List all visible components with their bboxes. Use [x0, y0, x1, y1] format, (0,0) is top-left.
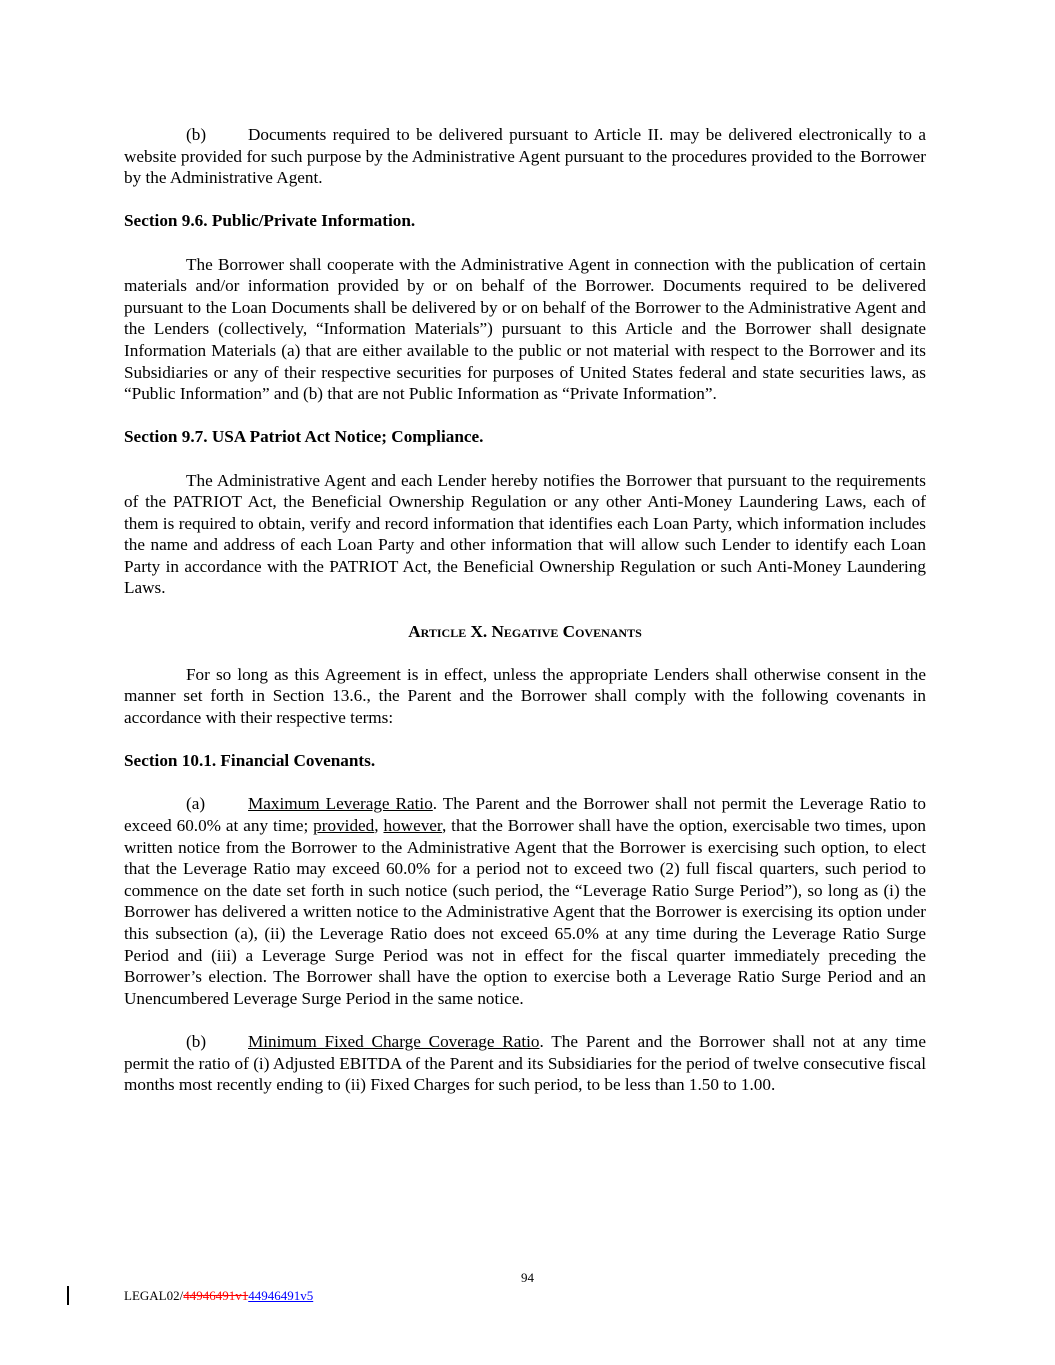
section-9-5-b-paragraph: [124, 124, 926, 189]
section-10-1-a-label: (a): [186, 794, 206, 814]
change-bar: [67, 1286, 69, 1305]
section-10-1-b-label: (b): [186, 1031, 207, 1051]
deleted-document-id: 44946491v1: [183, 1288, 249, 1303]
section-9-7-heading: Section 9.7. USA Patriot Act Notice; Compliance.: [124, 427, 484, 447]
inserted-document-id: 44946491v5: [248, 1288, 314, 1303]
provided-comma: ,: [374, 816, 384, 835]
section-9-5-b-text: Documents required to be delivered pursuant to Article II. may be delivered electronically to a website provided for such purpose by the Administrative Agent pursuant to the procedures provided to the Borrower by the Administrative Agent.: [124, 125, 926, 188]
document-id-prefix: LEGAL02/: [124, 1288, 184, 1303]
section-10-1-a-text-2: , that the Borrower shall have the option, exercisable two times, upon written notice from the Borrower to the Administrative Agent that the Borrower is exercising such option, to elect that the Leverage Ratio may exceed 60.0% for a period not to exceed two (2) full fiscal quarters, such period to commence on the date set forth in such notice (such period, the “Leverage Ratio Surge Period”), so long as (i) the Borrower has delivered a written notice to the Administrative Agent that the Borrower is exercising its option under this subsection (a), (ii) the Leverage Ratio does not exceed 65.0% at any time during the Leverage Ratio Surge Period and (iii) a Leverage Surge Period was not in effect for the fiscal quarter immediately preceding the Borrower’s election. The Borrower shall have the option to exercise both a Leverage Ratio Surge Period and an Unencumbered Leverage Surge Period in the same notice.: [124, 816, 926, 1008]
document-id-footer: [124, 1288, 313, 1304]
minimum-fixed-charge-coverage-ratio-title: Minimum Fixed Charge Coverage Ratio: [248, 1031, 540, 1051]
section-9-6-paragraph: The Borrower shall cooperate with the Administrative Agent in connection with the publication of certain materials and/or information provided by or on behalf of the Borrower. Documents required to be delivered pursuant to the Loan Documents shall be delivered by or on behalf of the Borrower to the Administrative Agent and the Lenders (collectively, “Information Materials”) pursuant to this Article and the Borrower shall designate Information Materials (a) that are either available to the public or not material with respect to the Borrower and its Subsidiaries or any of their respective securities for purposes of United States federal and state securities laws, as “Public Information” and (b) that are not Public Information as “Private Information”.: [124, 254, 926, 404]
section-9-5-b-label: (b): [186, 125, 207, 144]
however-term: however: [383, 816, 442, 835]
section-10-1-b-text: . The Parent and the Borrower shall not at any time permit the ratio of (i) Adjusted EBITDA of the Parent and its Subsidiaries for the period of twelve consecutive fiscal months most recently ending to (ii) Fixed Charges for such period, to be less than 1.50 to 1.00.: [124, 1031, 926, 1095]
section-9-6-heading: Section 9.6. Public/Private Information.: [124, 211, 416, 231]
section-10-1-heading: Section 10.1. Financial Covenants.: [124, 751, 376, 771]
section-10-1-a-paragraph: [124, 793, 926, 1009]
section-10-1-b-paragraph: [124, 1031, 926, 1096]
page-number: 94: [521, 1270, 534, 1285]
section-10-1-a-text-1: . The Parent and the Borrower shall not permit the Leverage Ratio to exceed 60.0% at any time;: [124, 794, 926, 835]
document-page: [124, 124, 926, 1117]
section-9-7-paragraph: The Administrative Agent and each Lender hereby notifies the Borrower that pursuant to the requirements of the PATRIOT Act, the Beneficial Ownership Regulation or any other Anti-Money Laundering Laws, each of them is required to obtain, verify and record information that identifies each Loan Party, which information includes the name and address of each Loan Party and other information that will allow such Lender to identify each Loan Party in accordance with the PATRIOT Act, the Beneficial Ownership Regulation or such Anti-Money Laundering Laws.: [124, 470, 926, 598]
article-10-intro-paragraph: For so long as this Agreement is in effect, unless the appropriate Lenders shall otherwise consent in the manner set forth in Section 13.6., the Parent and the Borrower shall comply with the following covenants in accordance with their respective terms:: [124, 664, 926, 728]
article-10-heading: Article X. Negative Covenants: [408, 621, 642, 641]
maximum-leverage-ratio-title: Maximum Leverage Ratio: [248, 794, 433, 814]
provided-term: provided: [313, 816, 375, 835]
